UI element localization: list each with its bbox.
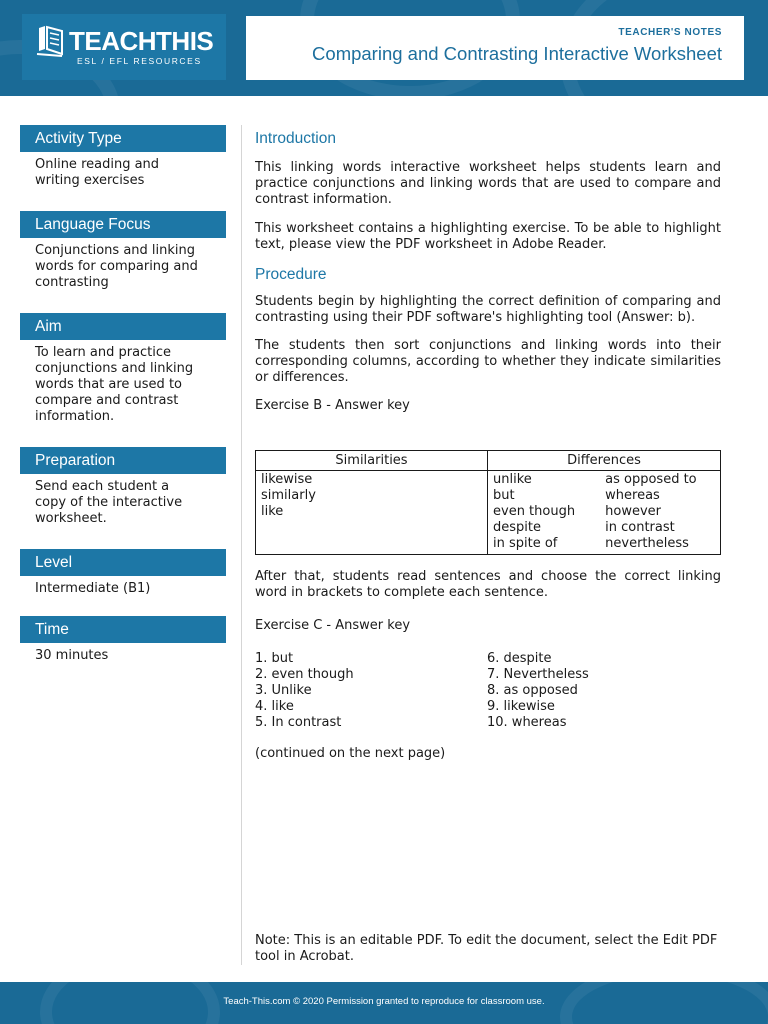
time-text: [20, 643, 226, 664]
language-focus-text: [20, 238, 226, 291]
table-word: as opposed to: [605, 472, 697, 487]
procedure-paragraph-1: Students begin by highlighting the correct definition of comparing and contrasting using their PDF software's highlighting tool (Answer: b).: [255, 294, 721, 325]
teachthis-logo[interactable]: [22, 14, 226, 80]
text-line: compare and contrast: [35, 393, 179, 408]
after-that-paragraph: After that, students read sentences and choose the correct linking word in brackets to complete each sentence.: [255, 569, 721, 600]
table-word: likewise: [261, 472, 313, 487]
similarities-header: Similarities: [256, 451, 488, 471]
preparation-text: [20, 474, 226, 527]
editable-pdf-note: Note: This is an editable PDF. To edit the document, select the Edit PDF tool in Acrobat.: [255, 933, 718, 964]
similarities-cell: [256, 471, 488, 555]
preparation-heading: Preparation: [20, 447, 226, 474]
text-line: Send each student a: [35, 479, 170, 494]
table-word: even though: [493, 504, 576, 519]
page-header: [0, 0, 768, 96]
intro-paragraph-1: This linking words interactive worksheet helps students learn and practice conjunctions and linking words that are used to compare and contrast information.: [255, 160, 721, 207]
list-item: 5. In contrast: [255, 715, 342, 730]
table-word: despite: [493, 520, 541, 535]
answer-key-table: [255, 450, 721, 555]
table-word: whereas: [605, 488, 660, 503]
column-divider: [241, 125, 242, 965]
differences-cell: [488, 471, 721, 555]
exercise-c-label: Exercise C - Answer key: [255, 618, 411, 633]
text-line: Conjunctions and linking: [35, 243, 195, 258]
list-item: 3. Unlike: [255, 683, 312, 698]
continued-note: (continued on the next page): [255, 746, 446, 761]
logo-wordmark: TEACHTHIS: [69, 26, 214, 56]
logo-tagline: ESL / EFL RESOURCES: [77, 56, 202, 66]
answers-list-right: [487, 651, 707, 731]
list-item: 1. but: [255, 651, 294, 666]
table-word: however: [605, 504, 661, 519]
table-word: like: [261, 504, 284, 519]
list-item: 4. like: [255, 699, 294, 714]
aim-heading: Aim: [20, 313, 226, 340]
exercise-b-label: Exercise B - Answer key: [255, 398, 410, 413]
main-content: [255, 130, 721, 414]
text-line: information.: [35, 409, 115, 424]
list-item: 6. despite: [487, 651, 552, 666]
time-heading: Time: [20, 616, 226, 643]
text-line: writing exercises: [35, 173, 145, 188]
teachers-notes-label: TEACHER'S NOTES: [618, 27, 722, 38]
table-word: in contrast: [605, 520, 675, 535]
document-title: Comparing and Contrasting Interactive Worksheet: [312, 43, 722, 64]
table-row: [256, 471, 721, 555]
level-heading: Level: [20, 549, 226, 576]
answers-list-left: [255, 651, 475, 731]
introduction-heading: Introduction: [255, 130, 336, 147]
table-word: unlike: [493, 472, 532, 487]
intro-paragraph-2: This worksheet contains a highlighting exercise. To be able to highlight text, please view the PDF worksheet in Adobe Reader.: [255, 221, 721, 252]
level-text: [20, 576, 226, 597]
table-word: nevertheless: [605, 536, 689, 551]
list-item: 8. as opposed: [487, 683, 578, 698]
activity-type-heading: Activity Type: [20, 125, 226, 152]
table-header-row: [256, 451, 721, 471]
text-line: words that are used to: [35, 377, 182, 392]
text-line: conjunctions and linking: [35, 361, 194, 376]
book-icon: [36, 25, 66, 57]
sidebar: [20, 125, 226, 664]
list-item: 10. whereas: [487, 715, 567, 730]
text-line: 30 minutes: [35, 648, 109, 663]
aim-text: [20, 340, 226, 425]
differences-column-left: [493, 472, 601, 552]
text-line: Online reading and: [35, 157, 160, 172]
table-word: but: [493, 488, 515, 503]
list-item: 7. Nevertheless: [487, 667, 589, 682]
text-line: Intermediate (B1): [35, 581, 151, 596]
list-item: 2. even though: [255, 667, 354, 682]
text-line: worksheet.: [35, 511, 107, 526]
table-word: similarly: [261, 488, 316, 503]
procedure-paragraph-2: The students then sort conjunctions and linking words into their corresponding columns, according to whether they indicate similarities or differences.: [255, 338, 721, 385]
language-focus-heading: Language Focus: [20, 211, 226, 238]
procedure-heading: Procedure: [255, 266, 327, 283]
copyright-text: Teach-This.com © 2020 Permission granted to reproduce for classroom use.: [223, 996, 545, 1007]
text-line: copy of the interactive: [35, 495, 183, 510]
table-word: in spite of: [493, 536, 558, 551]
page-footer: [0, 982, 768, 1024]
text-line: contrasting: [35, 275, 109, 290]
differences-header: Differences: [488, 451, 721, 471]
differences-column-right: [605, 472, 697, 552]
text-line: words for comparing and: [35, 259, 198, 274]
title-box: [246, 16, 744, 80]
list-item: 9. likewise: [487, 699, 555, 714]
text-line: To learn and practice: [35, 345, 172, 360]
activity-type-text: [20, 152, 226, 189]
